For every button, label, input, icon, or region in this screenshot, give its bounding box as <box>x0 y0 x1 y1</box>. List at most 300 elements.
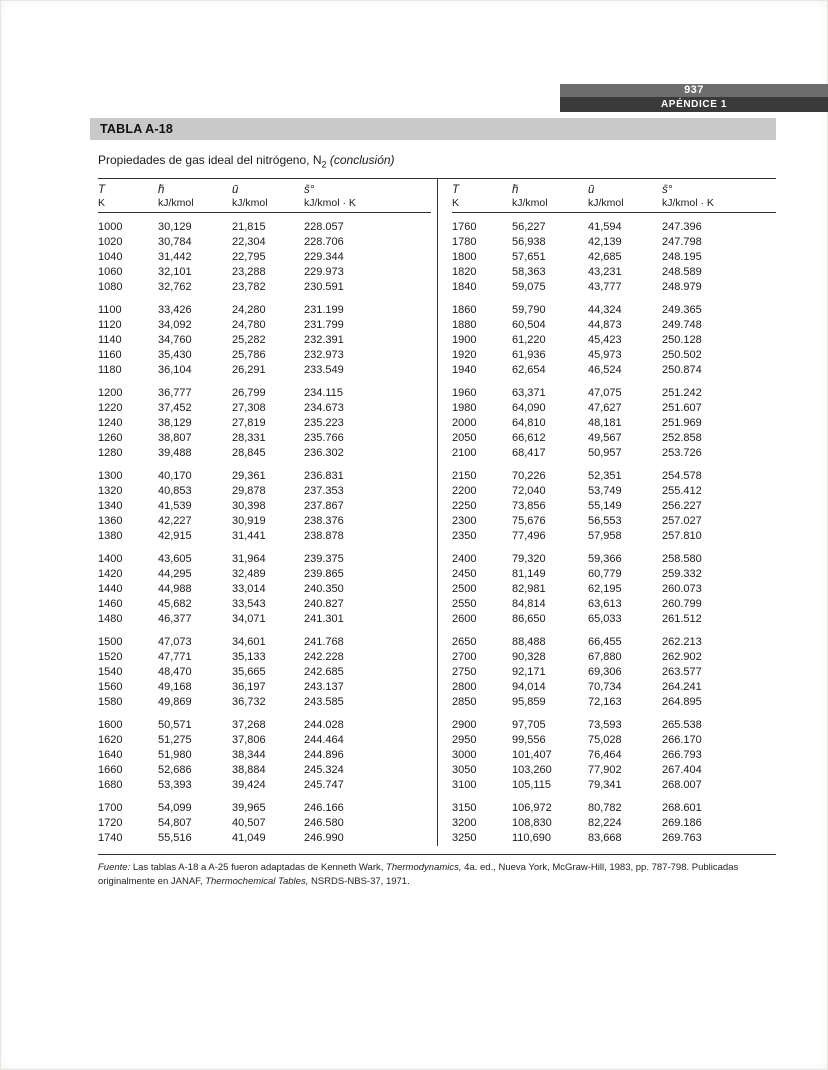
table-row <box>98 748 431 763</box>
table-cell: 35,133 <box>232 651 266 664</box>
table-cell: 37,452 <box>158 402 192 415</box>
table-cell: 232.973 <box>304 349 344 362</box>
data-table <box>98 178 776 855</box>
table-cell: 61,936 <box>512 349 546 362</box>
table-cell: 40,853 <box>158 485 192 498</box>
table-cell: 38,129 <box>158 417 192 430</box>
table-cell: 1100 <box>98 304 122 317</box>
table-cell: 103,260 <box>512 764 552 777</box>
table-cell: 59,075 <box>512 281 546 294</box>
table-cell: 67,880 <box>588 651 622 664</box>
table-cell: 229.344 <box>304 251 344 264</box>
table-row <box>98 265 431 280</box>
table-cell: 44,873 <box>588 319 622 332</box>
table-cell: 1240 <box>98 417 123 430</box>
table-row <box>452 733 776 748</box>
table-row <box>452 529 776 544</box>
table-row <box>98 778 431 793</box>
table-cell: 1040 <box>98 251 123 264</box>
table-cell: 266.170 <box>662 734 702 747</box>
table-cell: 47,075 <box>588 387 622 400</box>
header-unit-row <box>452 196 776 213</box>
table-cell: 2300 <box>452 515 477 528</box>
col-header-u: ū <box>588 184 595 197</box>
table-cell: 237.353 <box>304 485 344 498</box>
footnote-segment: 4a. ed., Nueva York, McGraw-Hill, 1983, pp. 787-798. Publicadas originalmente en JANAF, <box>98 862 739 887</box>
table-cell: 46,524 <box>588 364 622 377</box>
table-cell: 228.057 <box>304 221 344 234</box>
table-cell: 39,488 <box>158 447 192 460</box>
table-cell: 238.376 <box>304 515 344 528</box>
table-cell: 1600 <box>98 719 123 732</box>
table-row <box>452 612 776 627</box>
table-cell: 45,682 <box>158 598 192 611</box>
col-header-h: h̄ <box>512 184 519 197</box>
table-cell: 237.867 <box>304 500 344 513</box>
table-cell: 88,488 <box>512 636 546 649</box>
table-cell: 52,351 <box>588 470 622 483</box>
table-cell: 263.577 <box>662 666 702 679</box>
table-cell: 38,807 <box>158 432 192 445</box>
table-cell: 2950 <box>452 734 477 747</box>
table-cell: 2750 <box>452 666 477 679</box>
table-cell: 2200 <box>452 485 477 498</box>
table-cell: 48,470 <box>158 666 192 679</box>
table-row <box>452 695 776 710</box>
page-content <box>90 118 776 888</box>
table-cell: 251.242 <box>662 387 702 400</box>
table-cell: 22,795 <box>232 251 266 264</box>
table-cell: 238.878 <box>304 530 344 543</box>
table-cell: 36,104 <box>158 364 192 377</box>
col-unit-u: kJ/kmol <box>232 196 304 213</box>
table-cell: 44,988 <box>158 583 192 596</box>
table-cell: 60,779 <box>588 568 622 581</box>
table-cell: 259.332 <box>662 568 702 581</box>
table-cell: 251.607 <box>662 402 702 415</box>
table-cell: 260.799 <box>662 598 702 611</box>
table-cell: 236.831 <box>304 470 344 483</box>
table-cell: 36,197 <box>232 681 266 694</box>
table-row <box>452 363 776 378</box>
table-cell: 53,393 <box>158 779 192 792</box>
table-cell: 249.365 <box>662 304 702 317</box>
table-cell: 81,149 <box>512 568 546 581</box>
table-row <box>452 235 776 250</box>
table-row <box>98 250 431 265</box>
table-row <box>452 431 776 446</box>
table-cell: 2900 <box>452 719 477 732</box>
table-cell: 1300 <box>98 470 123 483</box>
table-cell: 48,181 <box>588 417 622 430</box>
table-cell: 41,049 <box>232 832 266 845</box>
table-cell: 1880 <box>452 319 477 332</box>
table-cell: 2150 <box>452 470 477 483</box>
table-cell: 26,799 <box>232 387 266 400</box>
table-cell: 90,328 <box>512 651 546 664</box>
table-cell: 228.706 <box>304 236 344 249</box>
table-cell: 3100 <box>452 779 477 792</box>
table-cell: 25,786 <box>232 349 266 362</box>
table-cell: 1900 <box>452 334 477 347</box>
table-cell: 47,771 <box>158 651 192 664</box>
table-cell: 1700 <box>98 802 123 815</box>
table-cell: 1660 <box>98 764 123 777</box>
table-cell: 33,014 <box>232 583 266 596</box>
table-row <box>452 567 776 582</box>
table-cell: 1380 <box>98 530 123 543</box>
table-cell: 63,613 <box>588 598 622 611</box>
table-cell: 1180 <box>98 364 122 377</box>
table-row <box>452 378 776 401</box>
table-cell: 240.827 <box>304 598 344 611</box>
table-cell: 1360 <box>98 515 123 528</box>
table-row <box>452 401 776 416</box>
table-cell: 264.895 <box>662 696 702 709</box>
table-cell: 42,139 <box>588 236 622 249</box>
table-cell: 255.412 <box>662 485 702 498</box>
table-row <box>452 680 776 695</box>
table-row <box>452 831 776 846</box>
table-row <box>98 612 431 627</box>
table-cell: 1080 <box>98 281 123 294</box>
table-cell: 69,306 <box>588 666 622 679</box>
table-row <box>98 416 431 431</box>
table-cell: 34,071 <box>232 613 266 626</box>
table-cell: 1560 <box>98 681 123 694</box>
table-cell: 49,869 <box>158 696 192 709</box>
table-cell: 37,806 <box>232 734 266 747</box>
table-cell: 241.768 <box>304 636 344 649</box>
table-cell: 73,856 <box>512 500 546 513</box>
table-cell: 235.766 <box>304 432 344 445</box>
col-unit-s: kJ/kmol · K <box>304 196 431 213</box>
table-cell: 245.324 <box>304 764 344 777</box>
table-cell: 46,377 <box>158 613 192 626</box>
table-cell: 54,807 <box>158 817 192 830</box>
table-cell: 23,782 <box>232 281 266 294</box>
table-cell: 251.969 <box>662 417 702 430</box>
col-unit-s: kJ/kmol · K <box>662 196 776 213</box>
page-number: 937 <box>560 84 828 97</box>
table-title-bar <box>90 118 776 140</box>
table-cell: 63,371 <box>512 387 546 400</box>
header-symbol-row <box>452 179 776 196</box>
table-cell: 62,195 <box>588 583 622 596</box>
table-cell: 1760 <box>452 221 477 234</box>
table-cell: 239.865 <box>304 568 344 581</box>
col-unit-u: kJ/kmol <box>588 196 662 213</box>
table-row <box>98 582 431 597</box>
table-cell: 84,814 <box>512 598 546 611</box>
table-row <box>98 401 431 416</box>
table-row <box>98 318 431 333</box>
table-cell: 79,341 <box>588 779 622 792</box>
table-cell: 76,464 <box>588 749 622 762</box>
footnote-segment: Fuente: <box>98 862 131 874</box>
table-cell: 258.580 <box>662 553 702 566</box>
table-cell: 265.538 <box>662 719 702 732</box>
table-cell: 27,819 <box>232 417 266 430</box>
table-cell: 230.591 <box>304 281 344 294</box>
table-cell: 97,705 <box>512 719 546 732</box>
table-cell: 50,571 <box>158 719 192 732</box>
table-cell: 68,417 <box>512 447 546 460</box>
table-cell: 83,668 <box>588 832 622 845</box>
table-cell: 1980 <box>452 402 477 415</box>
table-cell: 64,810 <box>512 417 546 430</box>
table-cell: 82,224 <box>588 817 622 830</box>
table-cell: 70,734 <box>588 681 622 694</box>
header-unit-row <box>98 196 431 213</box>
table-cell: 262.213 <box>662 636 702 649</box>
table-row <box>98 499 431 514</box>
table-cell: 106,972 <box>512 802 552 815</box>
table-cell: 256.227 <box>662 500 702 513</box>
table-cell: 244.464 <box>304 734 344 747</box>
table-row <box>98 680 431 695</box>
table-cell: 34,092 <box>158 319 192 332</box>
table-cell: 40,170 <box>158 470 192 483</box>
table-cell: 77,902 <box>588 764 622 777</box>
table-cell: 56,938 <box>512 236 546 249</box>
table-cell: 1340 <box>98 500 123 513</box>
table-row <box>98 363 431 378</box>
table-cell: 232.391 <box>304 334 344 347</box>
table-cell: 37,268 <box>232 719 266 732</box>
table-row <box>98 665 431 680</box>
table-cell: 40,507 <box>232 817 266 830</box>
table-cell: 57,958 <box>588 530 622 543</box>
table-cell: 247.396 <box>662 221 702 234</box>
table-row <box>98 484 431 499</box>
col-header-T: T <box>98 184 106 197</box>
table-cell: 1580 <box>98 696 123 709</box>
table-cell: 60,504 <box>512 319 546 332</box>
table-cell: 41,594 <box>588 221 622 234</box>
table-cell: 50,957 <box>588 447 622 460</box>
table-row <box>452 748 776 763</box>
table-cell: 1680 <box>98 779 123 792</box>
table-cell: 241.301 <box>304 613 344 626</box>
table-cell: 266.793 <box>662 749 702 762</box>
table-cell: 240.350 <box>304 583 344 596</box>
caption-subscript: 2 <box>321 159 327 170</box>
table-row <box>98 816 431 831</box>
table-cell: 1120 <box>98 319 122 332</box>
table-row <box>452 348 776 363</box>
table-row <box>98 514 431 529</box>
table-cell: 24,780 <box>232 319 266 332</box>
table-cell: 1060 <box>98 266 123 279</box>
table-cell: 244.028 <box>304 719 344 732</box>
table-cell: 2850 <box>452 696 477 709</box>
table-cell: 243.137 <box>304 681 344 694</box>
table-cell: 54,099 <box>158 802 192 815</box>
table-cell: 242.685 <box>304 666 344 679</box>
table-row <box>98 544 431 567</box>
table-row <box>452 461 776 484</box>
table-cell: 45,973 <box>588 349 622 362</box>
table-cell: 101,407 <box>512 749 552 762</box>
table-cell: 66,612 <box>512 432 546 445</box>
table-cell: 1280 <box>98 447 123 460</box>
table-cell: 1160 <box>98 349 122 362</box>
table-row <box>98 567 431 582</box>
table-cell: 3000 <box>452 749 477 762</box>
table-cell: 1320 <box>98 485 123 498</box>
table-cell: 66,455 <box>588 636 622 649</box>
table-cell: 1200 <box>98 387 123 400</box>
col-unit-T: K <box>452 196 512 213</box>
table-cell: 47,073 <box>158 636 192 649</box>
table-cell: 1140 <box>98 334 122 347</box>
table-cell: 247.798 <box>662 236 702 249</box>
table-cell: 1780 <box>452 236 477 249</box>
table-cell: 38,344 <box>232 749 266 762</box>
table-cell: 1020 <box>98 236 123 249</box>
table-cell: 2600 <box>452 613 477 626</box>
table-cell: 39,424 <box>232 779 266 792</box>
table-cell: 1500 <box>98 636 123 649</box>
table-cell: 30,919 <box>232 515 266 528</box>
table-cell: 261.512 <box>662 613 702 626</box>
table-cell: 1260 <box>98 432 123 445</box>
table-row <box>98 295 431 318</box>
table-cell: 24,280 <box>232 304 266 317</box>
table-row <box>452 213 776 236</box>
table-cell: 246.166 <box>304 802 344 815</box>
table-cell: 31,442 <box>158 251 192 264</box>
table-cell: 1860 <box>452 304 477 317</box>
table-cell: 234.673 <box>304 402 344 415</box>
table-cell: 3200 <box>452 817 477 830</box>
table-cell: 110,690 <box>512 832 551 845</box>
table-cell: 34,601 <box>232 636 266 649</box>
table-row <box>452 333 776 348</box>
table-cell: 44,295 <box>158 568 192 581</box>
table-row <box>98 461 431 484</box>
table-cell: 65,033 <box>588 613 622 626</box>
table-row <box>98 733 431 748</box>
col-unit-T: K <box>98 196 158 213</box>
right-table <box>452 179 776 846</box>
table-cell: 2400 <box>452 553 477 566</box>
table-row <box>452 650 776 665</box>
table-cell: 1520 <box>98 651 123 664</box>
table-row <box>452 582 776 597</box>
table-cell: 2700 <box>452 651 477 664</box>
table-cell: 55,516 <box>158 832 192 845</box>
table-row <box>98 695 431 710</box>
table-row <box>98 710 431 733</box>
footnote-segment: NSRDS-NBS-37, 1971. <box>308 875 410 887</box>
table-cell: 2000 <box>452 417 477 430</box>
table-cell: 31,441 <box>232 530 266 543</box>
table-cell: 44,324 <box>588 304 622 317</box>
table-cell: 42,227 <box>158 515 192 528</box>
table-cell: 257.810 <box>662 530 702 543</box>
left-table <box>98 179 431 846</box>
table-cell: 1960 <box>452 387 477 400</box>
table-cell: 56,227 <box>512 221 546 234</box>
table-cell: 32,101 <box>158 266 192 279</box>
table-cell: 59,790 <box>512 304 546 317</box>
table-cell: 29,361 <box>232 470 266 483</box>
table-cell: 41,539 <box>158 500 192 513</box>
table-cell: 248.589 <box>662 266 702 279</box>
table-cell: 25,282 <box>232 334 266 347</box>
table-cell: 264.241 <box>662 681 702 694</box>
table-row <box>98 333 431 348</box>
table-cell: 1460 <box>98 598 123 611</box>
col-unit-h: kJ/kmol <box>158 196 232 213</box>
table-cell: 248.979 <box>662 281 702 294</box>
table-title: TABLA A-18 <box>100 122 174 136</box>
caption-suffix: (conclusión) <box>326 153 395 167</box>
table-cell: 1220 <box>98 402 123 415</box>
table-cell: 22,304 <box>232 236 266 249</box>
table-cell: 58,363 <box>512 266 546 279</box>
table-row <box>98 529 431 544</box>
table-cell: 253.726 <box>662 447 702 460</box>
table-cell: 108,830 <box>512 817 552 830</box>
table-cell: 32,489 <box>232 568 266 581</box>
table-row <box>98 650 431 665</box>
table-cell: 231.199 <box>304 304 344 317</box>
appendix-label: APÉNDICE 1 <box>560 97 828 112</box>
table-cell: 1480 <box>98 613 123 626</box>
table-cell: 2500 <box>452 583 477 596</box>
table-cell: 79,320 <box>512 553 546 566</box>
table-cell: 250.128 <box>662 334 702 347</box>
header-symbol-row <box>98 179 431 196</box>
table-cell: 43,777 <box>588 281 622 294</box>
table-cell: 92,171 <box>512 666 546 679</box>
table-row <box>452 597 776 612</box>
footnote-segment: Thermodynamics, <box>386 862 462 874</box>
table-cell: 80,782 <box>588 802 622 815</box>
table-cell: 36,777 <box>158 387 192 400</box>
table-row <box>452 265 776 280</box>
table-cell: 1640 <box>98 749 123 762</box>
table-row <box>452 627 776 650</box>
table-row <box>98 627 431 650</box>
col-header-s: s̄° <box>662 184 673 197</box>
table-cell: 1420 <box>98 568 123 581</box>
table-cell: 95,859 <box>512 696 546 709</box>
table-cell: 75,676 <box>512 515 546 528</box>
table-cell: 257.027 <box>662 515 702 528</box>
table-row <box>452 544 776 567</box>
table-right-half <box>437 179 776 846</box>
table-row <box>98 831 431 846</box>
table-cell: 262.902 <box>662 651 702 664</box>
table-cell: 246.990 <box>304 832 344 845</box>
table-cell: 86,650 <box>512 613 546 626</box>
table-row <box>452 280 776 295</box>
footnote-segment: Las tablas A-18 a A-25 fueron adaptadas de Kenneth Wark, <box>130 862 387 874</box>
table-cell: 42,915 <box>158 530 192 543</box>
table-cell: 3150 <box>452 802 477 815</box>
table-cell: 2350 <box>452 530 477 543</box>
table-row <box>98 431 431 446</box>
table-cell: 94,014 <box>512 681 546 694</box>
table-cell: 2800 <box>452 681 477 694</box>
table-cell: 260.073 <box>662 583 702 596</box>
table-cell: 30,398 <box>232 500 266 513</box>
table-cell: 62,654 <box>512 364 546 377</box>
